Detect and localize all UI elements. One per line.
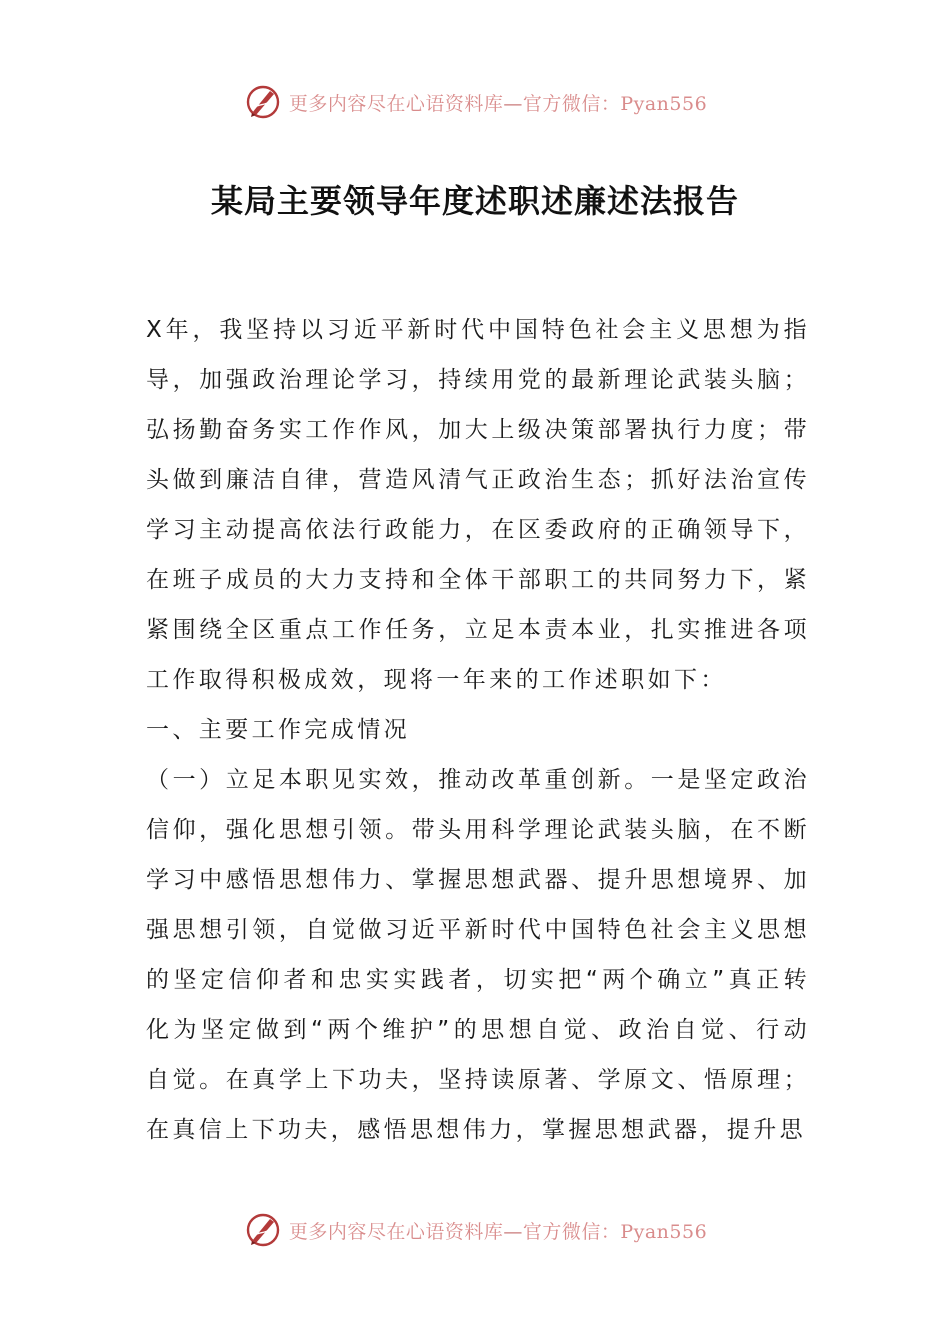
paragraph-intro: X年，我坚持以习近平新时代中国特色社会主义思想为指导，加强政治理论学习，持续用党的最新理论武装头脑；弘扬勤奋务实工作作风，加大上级决策部署执行力度；带头做到廉洁自律，营造风清气正政治生态；抓好法治宣传学习主动提高依法行政能力，在区委政府的正确领导下，在班子成员的大力支持和全体干部职工的共同努力下，紧紧围绕全区重点工作任务，立足本责本业，扎实推进各项工作取得积极成效，现将一年来的工作述职如下：: [146, 317, 810, 693]
pen-circle-logo-icon: [243, 82, 283, 122]
watermark-wechat: 官方微信：Pyan556: [522, 92, 708, 115]
watermark-separator: —: [503, 1220, 523, 1243]
document-title: 某局主要领导年度述职述廉述法报告: [210, 182, 739, 220]
watermark-site-name: 更多内容尽在心语资料库: [288, 1220, 504, 1243]
watermark-banner-bottom: [0, 1208, 950, 1252]
paragraph-section-one: （一）立足本职见实效，推动改革重创新。一是坚定政治信仰，强化思想引领。带头用科学理论武装头脑，在不断学习中感悟思想伟力、掌握思想武器、提升思想境界、加强思想引领，自觉做习近平新时代中国特色社会主义思想的坚定信仰者和忠实实践者，切实把“两个确立”真正转化为坚定做到“两个维护”的思想自觉、政治自觉、行动自觉。在真学上下功夫，坚持读原著、学原文、悟原理；在真信上下功夫，感悟思想伟力，掌握思想武器，提升思: [146, 767, 810, 1143]
watermark-text: [289, 89, 707, 116]
watermark-wechat: 官方微信：Pyan556: [522, 1220, 708, 1243]
document-body: [146, 305, 810, 1155]
watermark-site-name: 更多内容尽在心语资料库: [288, 92, 504, 115]
pen-circle-logo-icon: [243, 1210, 283, 1250]
watermark-banner-top: [0, 80, 950, 124]
watermark-text: [289, 1217, 707, 1244]
watermark-separator: —: [503, 92, 523, 115]
section-heading: 一、主要工作完成情况: [146, 717, 410, 743]
